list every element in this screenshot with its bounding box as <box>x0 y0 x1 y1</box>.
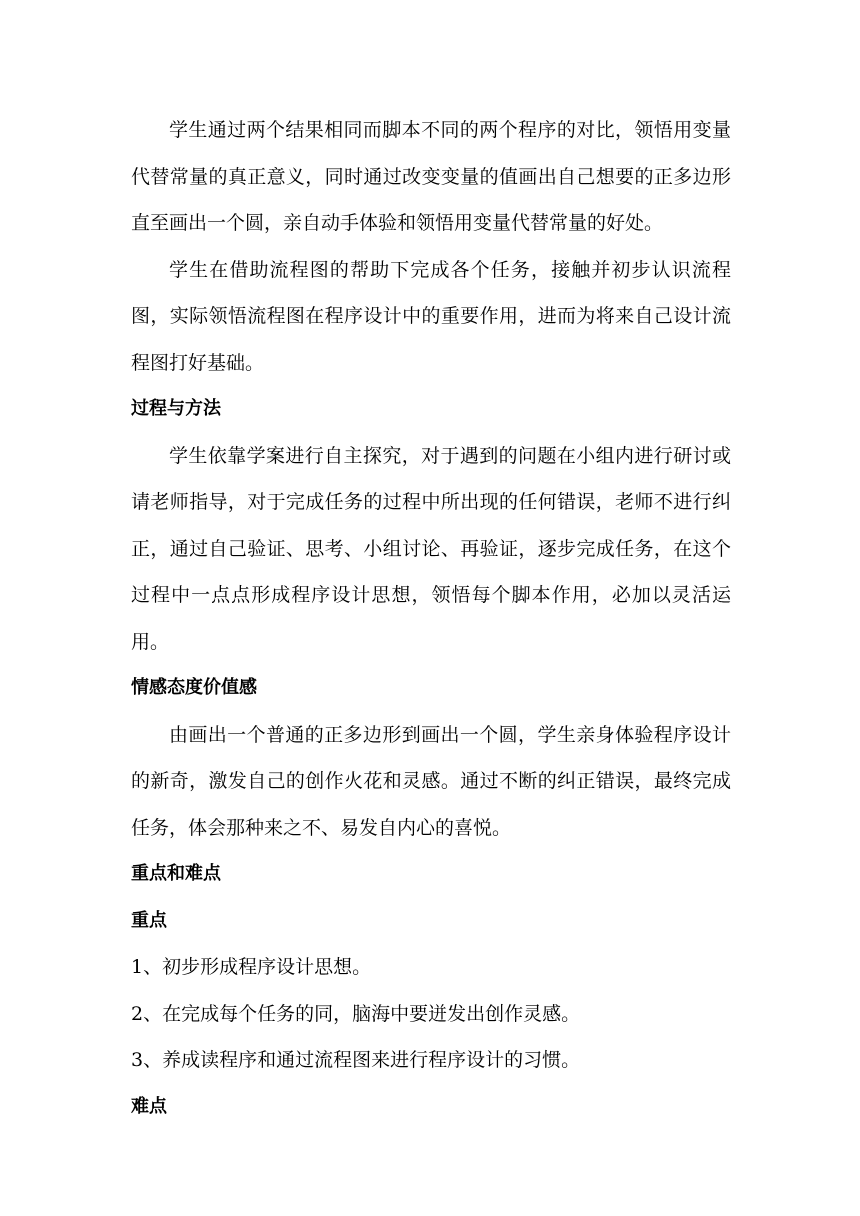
process-method-heading: 过程与方法 <box>131 398 221 419</box>
key-point-item-3: 3、养成读程序和通过流程图来进行程序设计的习惯。 <box>131 1049 581 1071</box>
key-difficult-heading: 重点和难点 <box>131 863 221 884</box>
emotion-values-heading: 情感态度价值感 <box>131 677 257 698</box>
key-points-heading: 重点 <box>131 909 167 931</box>
difficult-points-heading: 难点 <box>131 1095 167 1117</box>
key-point-item-2: 2、在完成每个任务的同，脑海中要迸发出创作灵感。 <box>131 1002 581 1025</box>
emotion-values-paragraph: 由画出一个普通的正多边形到画出一个圆，学生亲身体验程序设计的新奇，激发自己的创作火花和灵感。通过不断的纠正错误，最终完成任务，体会那种来之不、易发自内心的喜悦。 <box>131 723 731 839</box>
key-point-item-1: 1、初步形成程序设计思想。 <box>131 956 372 978</box>
intro-paragraph-1: 学生通过两个结果相同而脚本不同的两个程序的对比，领悟用变量代替常量的真正意义，同时通过改变变量的值画出自己想要的正多边形直至画出一个圆，亲自动手体验和领悟用变量代替常量的好处。 <box>131 119 731 234</box>
process-method-paragraph: 学生依靠学案进行自主探究，对于遇到的问题在小组内进行研讨或请老师指导，对于完成任务的过程中所出现的任何错误，老师不进行纠正，通过自己验证、思考、小组讨论、再验证，逐步完成任务，在这个过程中一点点形成程序设计思想，领悟每个脚本作用，必加以灵活运用。 <box>131 444 731 653</box>
intro-paragraph-2: 学生在借助流程图的帮助下完成各个任务，接触并初步认识流程图，实际领悟流程图在程序设计中的重要作用，进而为将来自己设计流程图打好基础。 <box>131 258 731 374</box>
document-page <box>131 107 731 1130</box>
